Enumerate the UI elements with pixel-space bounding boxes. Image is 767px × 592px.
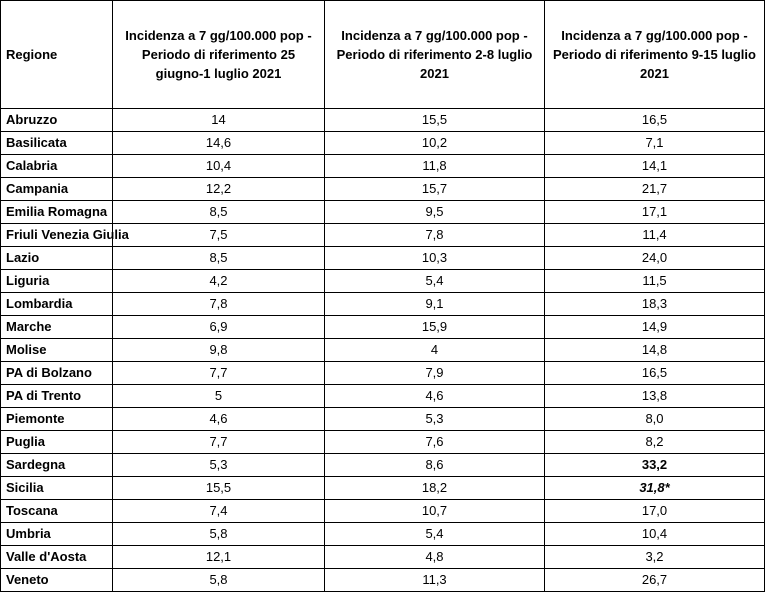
table-row [1, 546, 765, 569]
incidence-cell-period-1: 7,7 [113, 362, 325, 385]
incidence-cell-period-2: 11,8 [325, 155, 545, 178]
region-cell: Sicilia [1, 477, 113, 500]
region-cell: Calabria [1, 155, 113, 178]
table-row [1, 270, 765, 293]
incidence-cell-period-1: 12,1 [113, 546, 325, 569]
region-cell: Umbria [1, 523, 113, 546]
incidence-cell-period-3: 16,5 [545, 362, 765, 385]
region-cell: Lazio [1, 247, 113, 270]
region-cell: Liguria [1, 270, 113, 293]
incidence-cell-period-1: 14,6 [113, 132, 325, 155]
table-row [1, 431, 765, 454]
table-row [1, 155, 765, 178]
incidence-cell-period-3: 14,1 [545, 155, 765, 178]
region-cell: Veneto [1, 569, 113, 592]
region-cell: Campania [1, 178, 113, 201]
region-cell: Basilicata [1, 132, 113, 155]
incidence-cell-period-3: 33,2 [545, 454, 765, 477]
table-row [1, 477, 765, 500]
incidence-cell-period-1: 7,7 [113, 431, 325, 454]
column-header-regione: Regione [1, 1, 113, 109]
table-row [1, 178, 765, 201]
incidence-cell-period-2: 9,1 [325, 293, 545, 316]
region-cell: PA di Trento [1, 385, 113, 408]
incidence-cell-period-2: 4,8 [325, 546, 545, 569]
region-cell: Lombardia [1, 293, 113, 316]
incidence-cell-period-3: 13,8 [545, 385, 765, 408]
incidence-cell-period-3: 26,7 [545, 569, 765, 592]
column-header-period-3: Incidenza a 7 gg/100.000 pop - Periodo di riferimento 9-15 luglio 2021 [545, 1, 765, 109]
incidence-cell-period-1: 5 [113, 385, 325, 408]
incidence-cell-period-3: 14,8 [545, 339, 765, 362]
incidence-cell-period-1: 4,6 [113, 408, 325, 431]
table-row [1, 385, 765, 408]
incidence-cell-period-1: 7,8 [113, 293, 325, 316]
region-cell: Sardegna [1, 454, 113, 477]
column-header-period-1: Incidenza a 7 gg/100.000 pop - Periodo di riferimento 25 giugno-1 luglio 2021 [113, 1, 325, 109]
incidence-cell-period-3: 18,3 [545, 293, 765, 316]
table-row [1, 569, 765, 592]
table-row [1, 316, 765, 339]
incidence-cell-period-3: 11,5 [545, 270, 765, 293]
incidence-cell-period-1: 5,8 [113, 569, 325, 592]
incidence-cell-period-2: 5,3 [325, 408, 545, 431]
table-row [1, 362, 765, 385]
incidence-cell-period-2: 7,8 [325, 224, 545, 247]
incidence-cell-period-2: 10,7 [325, 500, 545, 523]
incidence-cell-period-3: 7,1 [545, 132, 765, 155]
region-cell: Friuli Venezia Giulia [1, 224, 113, 247]
incidence-cell-period-3: 3,2 [545, 546, 765, 569]
region-cell: Abruzzo [1, 109, 113, 132]
table-row [1, 247, 765, 270]
incidence-cell-period-2: 10,2 [325, 132, 545, 155]
table-row [1, 224, 765, 247]
region-cell: PA di Bolzano [1, 362, 113, 385]
table-row [1, 339, 765, 362]
incidence-cell-period-3: 17,0 [545, 500, 765, 523]
incidence-cell-period-3: 8,0 [545, 408, 765, 431]
incidence-cell-period-2: 8,6 [325, 454, 545, 477]
region-cell: Piemonte [1, 408, 113, 431]
region-cell: Marche [1, 316, 113, 339]
region-cell: Toscana [1, 500, 113, 523]
incidence-cell-period-1: 7,4 [113, 500, 325, 523]
incidence-cell-period-1: 9,8 [113, 339, 325, 362]
incidence-cell-period-1: 5,8 [113, 523, 325, 546]
incidence-cell-period-1: 6,9 [113, 316, 325, 339]
incidence-cell-period-3: 31,8* [545, 477, 765, 500]
region-cell: Emilia Romagna [1, 201, 113, 224]
table-row [1, 523, 765, 546]
region-cell: Molise [1, 339, 113, 362]
table-header [1, 1, 765, 109]
column-header-period-2: Incidenza a 7 gg/100.000 pop - Periodo di riferimento 2-8 luglio 2021 [325, 1, 545, 109]
incidence-cell-period-1: 4,2 [113, 270, 325, 293]
table-row [1, 408, 765, 431]
incidence-cell-period-2: 15,9 [325, 316, 545, 339]
incidence-cell-period-2: 5,4 [325, 523, 545, 546]
incidence-cell-period-2: 18,2 [325, 477, 545, 500]
region-cell: Puglia [1, 431, 113, 454]
region-cell: Valle d'Aosta [1, 546, 113, 569]
incidence-cell-period-2: 9,5 [325, 201, 545, 224]
incidence-cell-period-3: 17,1 [545, 201, 765, 224]
incidence-cell-period-1: 14 [113, 109, 325, 132]
incidence-cell-period-3: 10,4 [545, 523, 765, 546]
incidence-cell-period-1: 7,5 [113, 224, 325, 247]
incidence-cell-period-3: 14,9 [545, 316, 765, 339]
incidence-cell-period-2: 4,6 [325, 385, 545, 408]
incidence-cell-period-1: 5,3 [113, 454, 325, 477]
incidence-cell-period-1: 15,5 [113, 477, 325, 500]
incidence-cell-period-3: 16,5 [545, 109, 765, 132]
table-row [1, 132, 765, 155]
incidence-cell-period-2: 11,3 [325, 569, 545, 592]
table-row [1, 500, 765, 523]
incidence-cell-period-2: 15,5 [325, 109, 545, 132]
header-row [1, 1, 765, 109]
incidence-cell-period-1: 8,5 [113, 201, 325, 224]
incidence-cell-period-3: 8,2 [545, 431, 765, 454]
incidence-cell-period-3: 11,4 [545, 224, 765, 247]
incidence-cell-period-3: 24,0 [545, 247, 765, 270]
incidence-cell-period-2: 7,9 [325, 362, 545, 385]
incidence-cell-period-2: 5,4 [325, 270, 545, 293]
incidence-cell-period-3: 21,7 [545, 178, 765, 201]
incidence-cell-period-2: 15,7 [325, 178, 545, 201]
incidence-cell-period-1: 12,2 [113, 178, 325, 201]
table-row [1, 293, 765, 316]
incidence-cell-period-2: 10,3 [325, 247, 545, 270]
incidence-cell-period-2: 4 [325, 339, 545, 362]
incidence-cell-period-1: 8,5 [113, 247, 325, 270]
table-row [1, 201, 765, 224]
incidence-cell-period-2: 7,6 [325, 431, 545, 454]
incidence-cell-period-1: 10,4 [113, 155, 325, 178]
table-row [1, 109, 765, 132]
table-row [1, 454, 765, 477]
table-body [1, 109, 765, 592]
